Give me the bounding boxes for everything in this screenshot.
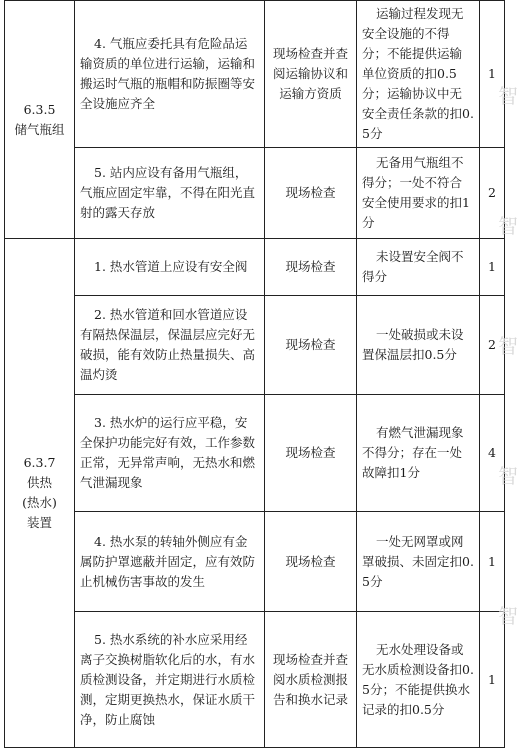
requirement-cell [75, 148, 265, 239]
table-row [5, 239, 505, 296]
method-text: 现场检查 [285, 553, 336, 569]
criteria-cell [357, 612, 480, 748]
requirement-text: 4. 气瓶应委托具有危险品运输资质的单位进行运输，运输和搬运时气瓶的瓶帽和防振圈等安全设施应齐全 [80, 36, 256, 111]
criteria-cell [357, 395, 480, 512]
requirement-cell [75, 612, 265, 748]
score-text: 2 [488, 185, 496, 200]
table-row [5, 1, 505, 148]
score-text: 1 [488, 553, 496, 569]
method-cell [265, 612, 357, 748]
watermark-mark: 智 [498, 334, 518, 358]
table-row [5, 296, 505, 395]
score-cell [480, 512, 505, 612]
criteria-cell [357, 148, 480, 239]
criteria-text: 未设置安全阀不得分 [362, 249, 464, 284]
score-text: 1 [488, 259, 496, 274]
score-text: 4 [488, 445, 496, 460]
score-text: 1 [488, 671, 496, 687]
score-cell [480, 239, 505, 296]
item-cell [5, 1, 75, 239]
score-cell [480, 612, 505, 748]
method-text: 现场检查 [285, 185, 336, 200]
method-cell [265, 395, 357, 512]
table-row [5, 612, 505, 748]
criteria-text: 一处无网罩或网罩破损、未固定扣0.5分 [362, 533, 474, 589]
table-row [5, 148, 505, 239]
watermark-mark: 智 [498, 84, 518, 108]
requirement-text: 4. 热水泵的转轴外侧应有金属防护罩遮蔽并固定，应有效防止机械伤害事故的发生 [80, 533, 256, 589]
table-row [5, 512, 505, 612]
item-title: 储气瓶组 [14, 121, 65, 137]
score-text: 1 [488, 66, 496, 81]
method-text: 现场检查并查阅运输协议和运输方资质 [272, 46, 348, 101]
requirement-text: 3. 热水炉的运行应平稳，安全保护功能完好有效，工作参数正常，无异常声响，无热水和燃气泄漏现象 [80, 415, 256, 490]
requirement-cell [75, 239, 265, 296]
requirement-text: 2. 热水管道和回水管道应设有隔热保温层，保温层应完好无破损，能有效防止热量损失、高温灼烫 [80, 307, 256, 382]
requirement-cell [75, 512, 265, 612]
method-cell [265, 239, 357, 296]
method-cell [265, 512, 357, 612]
score-cell [480, 296, 505, 395]
method-text: 现场检查 [285, 445, 336, 460]
requirement-text: 5. 热水系统的补水应采用经离子交换树脂软化后的水，有水质检测设备，并定期进行水质检测，定期更换热水，保证水质干净，防止腐蚀 [80, 631, 256, 727]
criteria-cell [357, 1, 480, 148]
watermark-mark: 智 [498, 214, 518, 238]
method-text: 现场检查并查阅水质检测报告和换水记录 [272, 651, 348, 707]
criteria-text: 一处破损或未设置保温层扣0.5分 [362, 327, 464, 362]
requirement-text: 1. 热水管道上应设有安全阀 [94, 259, 248, 274]
method-text: 现场检查 [285, 259, 336, 274]
item-title: (热水) [22, 495, 57, 510]
item-title: 装置 [26, 515, 52, 530]
item-number: 6.3.5 [23, 101, 56, 117]
requirement-cell [75, 296, 265, 395]
standard-table [4, 0, 505, 748]
method-cell [265, 148, 357, 239]
table-row [5, 395, 505, 512]
criteria-cell [357, 296, 480, 395]
criteria-cell [357, 512, 480, 612]
requirement-cell [75, 1, 265, 148]
method-text: 现场检查 [285, 337, 336, 352]
watermark-mark: 智 [498, 604, 518, 628]
criteria-text: 无备用气瓶组不得分；一处不符合安全使用要求的扣1分 [362, 155, 470, 230]
item-title: 供热 [26, 475, 52, 490]
criteria-cell [357, 239, 480, 296]
criteria-text: 无水处理设备或无水质检测设备扣0.5分；不能提供换水记录的扣0.5分 [362, 641, 474, 717]
criteria-text: 有燃气泄漏现象不得分；存在一处故障扣1分 [362, 425, 464, 480]
score-cell [480, 395, 505, 512]
item-number: 6.3.7 [23, 455, 56, 470]
item-cell [5, 239, 75, 748]
method-cell [265, 1, 357, 148]
score-cell [480, 148, 505, 239]
score-text: 2 [488, 337, 496, 352]
method-cell [265, 296, 357, 395]
score-cell [480, 1, 505, 148]
watermark-mark: 智 [498, 464, 518, 488]
requirement-cell [75, 395, 265, 512]
requirement-text: 5. 站内应设有备用气瓶组，气瓶应固定牢靠，不得在阳光直射的露天存放 [80, 165, 256, 220]
criteria-text: 运输过程发现无安全设施的不得分；不能提供运输单位资质的扣0.5分；运输协议中无安全责任条款的扣0.5分 [362, 6, 474, 141]
